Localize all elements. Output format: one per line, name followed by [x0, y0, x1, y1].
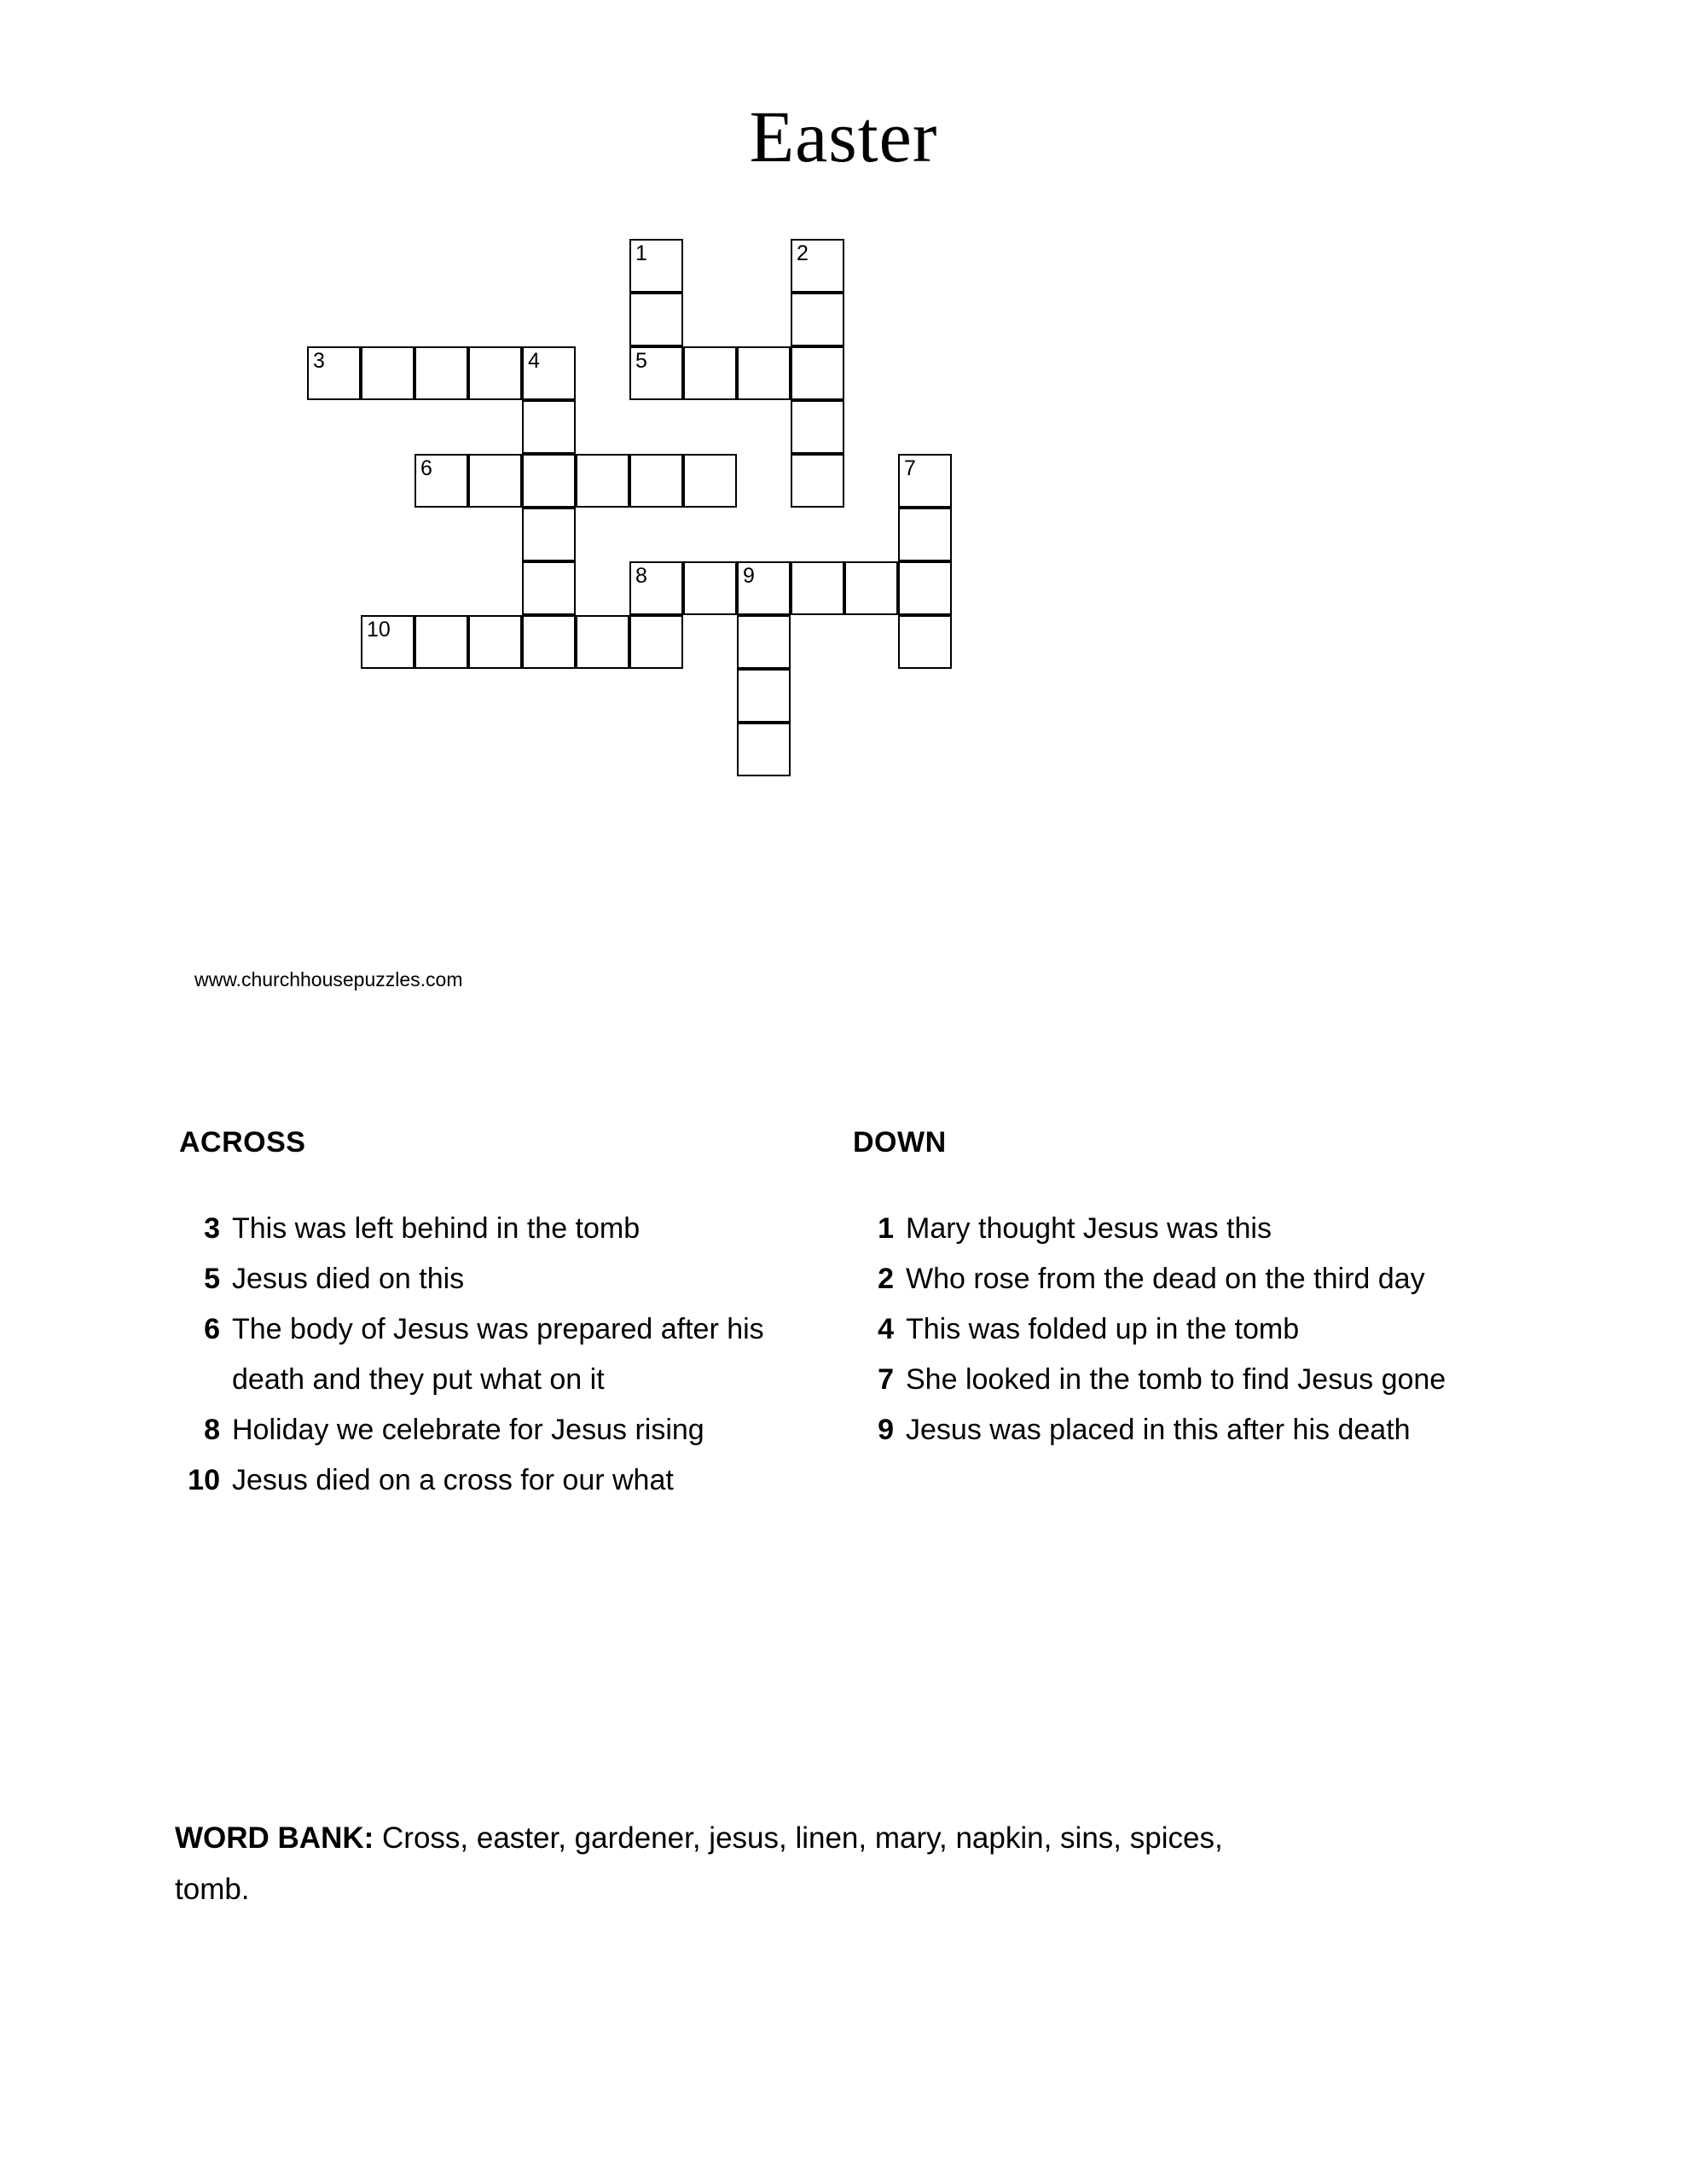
- across-clue: [179, 1455, 776, 1506]
- crossword-cell[interactable]: [791, 400, 844, 454]
- clue-text: She looked in the tomb to find Jesus gone: [906, 1363, 1446, 1396]
- crossword-cell[interactable]: [415, 615, 468, 669]
- crossword-cell[interactable]: [629, 239, 683, 293]
- clue-number: 8: [204, 1414, 220, 1446]
- down-heading: DOWN: [853, 1126, 947, 1159]
- crossword-cell[interactable]: [683, 346, 737, 400]
- clue-text: This was folded up in the tomb: [906, 1313, 1300, 1345]
- crossword-cell[interactable]: [361, 615, 415, 669]
- crossword-cell[interactable]: [629, 454, 683, 508]
- clue-number: 3: [204, 1212, 220, 1245]
- crossword-cell[interactable]: [522, 561, 576, 615]
- across-heading: ACROSS: [179, 1126, 306, 1159]
- crossword-cell[interactable]: [737, 669, 791, 723]
- crossword-cell[interactable]: [576, 454, 629, 508]
- down-clues-column: [853, 1126, 1467, 1455]
- clue-number: 10: [188, 1464, 220, 1496]
- crossword-cell[interactable]: [737, 723, 791, 776]
- crossword-cell[interactable]: [522, 615, 576, 669]
- down-clue-list: [853, 1204, 1467, 1455]
- clue-text: Jesus was placed in this after his death: [906, 1414, 1411, 1446]
- crossword-cell[interactable]: [307, 346, 361, 400]
- crossword-cell[interactable]: [576, 615, 629, 669]
- page-title: Easter: [749, 96, 938, 177]
- across-clues-column: [179, 1126, 776, 1506]
- clue-text: Mary thought Jesus was this: [906, 1212, 1272, 1245]
- crossword-cell[interactable]: [629, 293, 683, 346]
- crossword-cell[interactable]: [791, 293, 844, 346]
- clue-text: Who rose from the dead on the third day: [906, 1263, 1425, 1295]
- crossword-cell[interactable]: [898, 454, 952, 508]
- cell-number: 7: [904, 456, 916, 480]
- cell-number: 5: [635, 349, 647, 373]
- clue-text: This was left behind in the tomb: [232, 1212, 641, 1245]
- crossword-cell[interactable]: [898, 508, 952, 561]
- crossword-cell[interactable]: [522, 454, 576, 508]
- down-clue: [853, 1204, 1467, 1254]
- word-bank-words: Cross, easter, gardener, jesus, linen, mary, napkin, sins, spices, tomb.: [175, 1821, 1223, 1906]
- crossword-cell[interactable]: [898, 561, 952, 615]
- crossword-grid[interactable]: [307, 239, 1399, 1041]
- cell-number: 9: [743, 564, 755, 588]
- clue-text: Jesus died on this: [232, 1263, 465, 1295]
- crossword-cell[interactable]: [791, 561, 844, 615]
- crossword-cell[interactable]: [361, 346, 415, 400]
- crossword-cell[interactable]: [522, 508, 576, 561]
- clue-number: 1: [878, 1212, 894, 1245]
- down-clue: [853, 1405, 1467, 1455]
- across-clue: [179, 1304, 776, 1405]
- crossword-cell[interactable]: [898, 615, 952, 669]
- cell-number: 4: [528, 349, 540, 373]
- down-clue: [853, 1304, 1467, 1355]
- crossword-cell[interactable]: [791, 239, 844, 293]
- crossword-cell[interactable]: [629, 561, 683, 615]
- cell-number: 2: [797, 241, 809, 265]
- crossword-cell[interactable]: [683, 561, 737, 615]
- crossword-cell[interactable]: [791, 454, 844, 508]
- crossword-cell[interactable]: [522, 346, 576, 400]
- cell-number: 3: [313, 349, 325, 373]
- clue-number: 7: [878, 1363, 894, 1396]
- crossword-cell[interactable]: [522, 400, 576, 454]
- clue-number: 9: [878, 1414, 894, 1446]
- crossword-cell[interactable]: [629, 346, 683, 400]
- crossword-cell[interactable]: [629, 615, 683, 669]
- crossword-cell[interactable]: [468, 615, 522, 669]
- down-clue: [853, 1355, 1467, 1405]
- cell-number: 8: [635, 564, 647, 588]
- clue-number: 6: [204, 1313, 220, 1345]
- crossword-cell[interactable]: [468, 346, 522, 400]
- crossword-cell[interactable]: [791, 346, 844, 400]
- crossword-cell[interactable]: [737, 561, 791, 615]
- clue-text: Holiday we celebrate for Jesus rising: [232, 1414, 704, 1446]
- crossword-cell[interactable]: [737, 615, 791, 669]
- clue-number: 2: [878, 1263, 894, 1295]
- across-clue: [179, 1254, 776, 1304]
- word-bank-label: WORD BANK:: [175, 1821, 374, 1855]
- clue-number: 4: [878, 1313, 894, 1345]
- crossword-cell[interactable]: [415, 454, 468, 508]
- crossword-cell[interactable]: [468, 454, 522, 508]
- crossword-cell[interactable]: [683, 454, 737, 508]
- word-bank: [175, 1813, 1284, 1915]
- across-clue: [179, 1405, 776, 1455]
- clue-text: Jesus died on a cross for our what: [232, 1464, 674, 1496]
- cell-number: 10: [367, 618, 391, 642]
- crossword-cell[interactable]: [415, 346, 468, 400]
- crossword-cell[interactable]: [737, 346, 791, 400]
- clue-text: The body of Jesus was prepared after his death and they put what on it: [232, 1313, 764, 1396]
- down-clue: [853, 1254, 1467, 1304]
- cell-number: 1: [635, 241, 647, 265]
- across-clue: [179, 1204, 776, 1254]
- across-clue-list: [179, 1204, 776, 1506]
- crossword-cell[interactable]: [844, 561, 898, 615]
- cell-number: 6: [420, 456, 432, 480]
- clue-number: 5: [204, 1263, 220, 1295]
- watermark-text: www.churchhousepuzzles.com: [194, 968, 463, 990]
